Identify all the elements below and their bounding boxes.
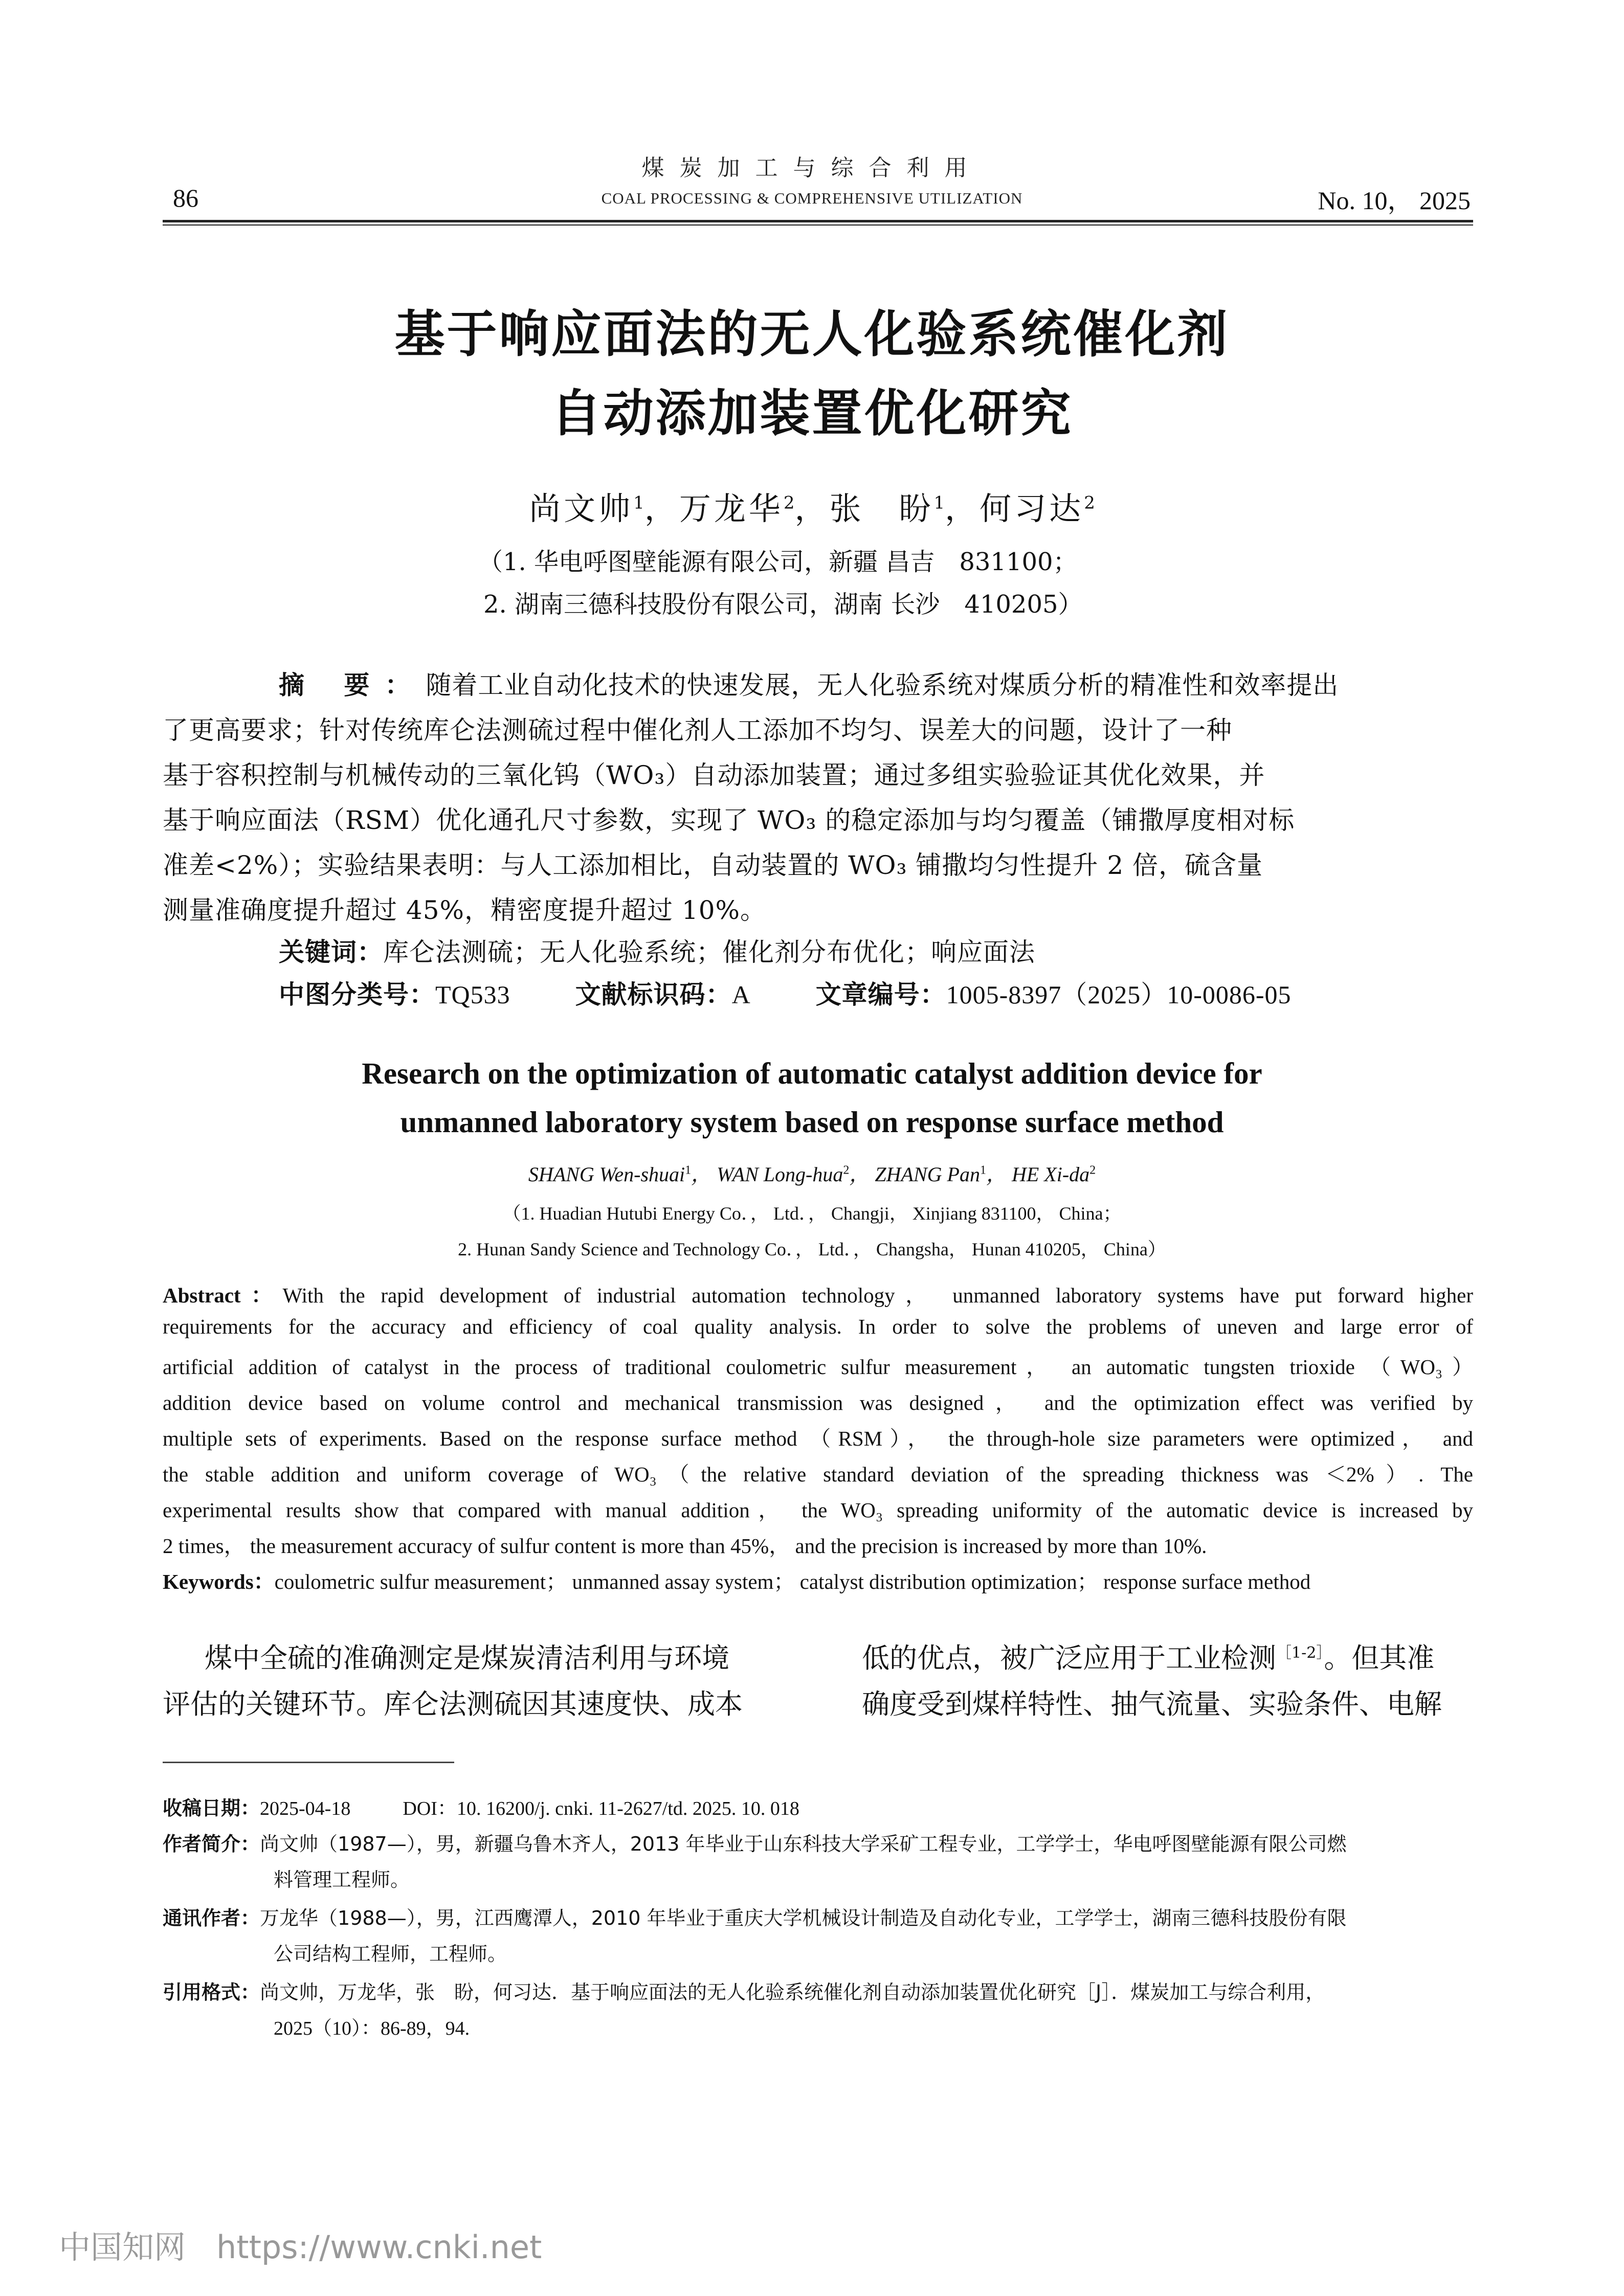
journal-title-cn: 煤炭加工与综合利用 <box>641 155 983 181</box>
author-separator: ， <box>794 490 830 527</box>
classification-line <box>279 974 1589 1011</box>
footnote-author <box>163 1828 1347 1856</box>
author-name: 万龙华 <box>679 490 784 527</box>
abstract-en-label: Abstract： <box>163 1284 283 1307</box>
citation-text: 2025（10）：86-89，94. <box>274 2018 470 2039</box>
received-label: 收稿日期： <box>163 1797 260 1819</box>
abstract-en-line: experimental results show that compared with manual addition， the WO₃ spreading uniformity of the automatic device is increased by <box>163 1498 1473 1522</box>
paper-title-cn-line2: 自动添加装置优化研究 <box>551 385 1073 443</box>
author-intro-text: 料管理工程师。 <box>274 1869 410 1891</box>
corresponding-text: 万龙华（1988—），男，江西鹰潭人，2010 年毕业于重庆大学机械设计制造及自动化专业，工学学士，湖南三德科技股份有限 <box>260 1907 1347 1929</box>
footnote-corresponding <box>163 1902 1347 1930</box>
authors-cn <box>0 483 1624 529</box>
paper-title-en-line1: Research on the optimization of automatic catalyst addition device for <box>362 1056 1262 1090</box>
author-name: 张 盼 <box>829 490 934 527</box>
keywords-cn-text: 库仑法测硫；无人化验系统；催化剂分布优化；响应面法 <box>383 937 1035 967</box>
citation-ref: ［1-2］ <box>1276 1644 1324 1662</box>
author-affil-mark: 1 <box>980 1163 986 1177</box>
corresponding-text: 公司结构工程师，工程师。 <box>274 1943 507 1965</box>
abstract-cn-line: 测量准确度提升超过 45%，精密度提升超过 10%。 <box>163 895 767 925</box>
author-affil-mark: 1 <box>685 1163 692 1177</box>
author-affil-mark: 1 <box>933 492 945 513</box>
header-rule <box>163 220 1473 222</box>
author-separator: ， <box>691 1163 717 1186</box>
footnote-rule <box>163 1762 454 1763</box>
abstract-en-line: requirements for the accuracy and efficiency of coal quality analysis. In order to solve the problems of uneven and large error of <box>163 1315 1473 1338</box>
citation-label: 引用格式： <box>163 1981 260 2004</box>
affiliation-cn-1: （1. 华电呼图壁能源有限公司，新疆 昌吉 831100； <box>478 548 1078 576</box>
author-affil-mark: 2 <box>783 492 795 513</box>
article-number-label: 文章编号： <box>815 980 946 1009</box>
affiliation-en-1: （1. Huadian Hutubi Energy Co．， Ltd．， Changji， Xinjiang 831100， China； <box>502 1203 1122 1224</box>
abstract-en-line: artificial addition of catalyst in the process of traditional coulometric sulfur measurement， an automatic tungsten trioxide （WO₃） <box>163 1355 1473 1379</box>
authors-en <box>0 1158 1624 1187</box>
received-date: 2025-04-18 <box>260 1798 351 1819</box>
paper-title-cn-line1: 基于响应面法的无人化验系统催化剂 <box>394 305 1230 364</box>
keywords-en-text: coulometric sulfur measurement； unmanned assay system； catalyst distribution optimization； response surface method <box>274 1570 1311 1593</box>
abstract-cn-line: 了更高要求；针对传统库仑法测硫过程中催化剂人工添加不均匀、误差大的问题，设计了一种 <box>163 715 1232 745</box>
keywords-cn-label: 关键词： <box>279 937 383 967</box>
author-separator: ， <box>986 1163 1012 1186</box>
article-number-value: 1005-8397（2025）10-0086-05 <box>946 980 1292 1009</box>
citation-text: 尚文帅，万龙华，张 盼，何习达．基于响应面法的无人化验系统催化剂自动添加装置优化研究［J］．煤炭加工与综合利用， <box>260 1981 1325 2004</box>
cnki-watermark <box>59 2222 542 2267</box>
corresponding-label: 通讯作者： <box>163 1907 260 1929</box>
author-name: 何习达 <box>980 490 1084 527</box>
author-name-en: HE Xi-da <box>1011 1163 1090 1186</box>
body-right-text: 低的优点，被广泛应用于工业检测 <box>862 1642 1276 1674</box>
abstract-cn-line: 准差<2%）；实验结果表明：与人工添加相比，自动装置的 WO₃ 铺撒均匀性提升 2 倍，硫含量 <box>163 850 1263 880</box>
abstract-en-text: With the rapid development of industrial automation technology， unmanned laboratory systems have put forward higher <box>282 1284 1473 1307</box>
issue-number: No. 10， 2025 <box>1318 186 1471 215</box>
author-intro-text: 尚文帅（1987—），男，新疆乌鲁木齐人，2013 年毕业于山东科技大学采矿工程专业，工学学士，华电呼图壁能源有限公司燃 <box>260 1833 1347 1855</box>
doc-code-label: 文献标识码： <box>575 980 732 1009</box>
author-affil-mark: 2 <box>1084 492 1095 513</box>
abstract-en-line <box>163 1278 1473 1309</box>
journal-title-en: COAL PROCESSING & COMPREHENSIVE UTILIZATION <box>601 189 1023 207</box>
abstract-en-line: 2 times， the measurement accuracy of sulfur content is more than 45%， and the precision is increased by more than 10%. <box>163 1534 1207 1558</box>
header-rule-thin <box>163 224 1473 226</box>
abstract-en-line: addition device based on volume control and mechanical transmission was designed， and the optimization effect was verified by <box>163 1391 1473 1414</box>
body-right-line: 确度受到煤样特性、抽气流量、实验条件、电解 <box>862 1688 1442 1720</box>
abstract-en-line: the stable addition and uniform coverage of WO₃（the relative standard deviation of the spreading thickness was ＜2%）. The <box>163 1462 1473 1486</box>
body-right-text: 。但其准 <box>1324 1642 1435 1674</box>
author-name-en: WAN Long-hua <box>717 1163 843 1186</box>
footnote-citation <box>163 1976 1325 2005</box>
author-name-en: ZHANG Pan <box>875 1163 980 1186</box>
paper-title-en-line2: unmanned laboratory system based on response surface method <box>400 1105 1224 1139</box>
keywords-cn <box>279 932 1589 969</box>
abstract-cn-line: 基于容积控制与机械传动的三氧化钨（WO₃）自动添加装置；通过多组实验验证其优化效果，并 <box>163 760 1265 790</box>
abstract-cn-label: 摘 要： <box>279 670 426 700</box>
body-right-line <box>862 1636 1434 1676</box>
author-separator: ， <box>945 490 980 527</box>
author-separator: ， <box>849 1163 875 1186</box>
watermark-url[interactable]: https://www.cnki.net <box>216 2229 542 2266</box>
clc-value: TQ533 <box>435 980 510 1009</box>
author-name: 尚文帅 <box>529 490 634 527</box>
author-separator: ， <box>644 490 679 527</box>
author-intro-label: 作者简介： <box>163 1833 260 1855</box>
abstract-cn-line: 基于响应面法（RSM）优化通孔尺寸参数，实现了 WO₃ 的稳定添加与均匀覆盖（铺撒厚度相对标 <box>163 805 1295 835</box>
clc-label: 中图分类号： <box>279 980 435 1009</box>
page-number: 86 <box>173 184 198 212</box>
author-name-en: SHANG Wen-shuai <box>528 1163 685 1186</box>
doc-code-value: A <box>731 980 751 1009</box>
affiliation-cn-2: 2. 湖南三德科技股份有限公司，湖南 长沙 410205） <box>483 590 1083 619</box>
abstract-cn-line <box>279 665 1473 702</box>
watermark-site: 中国知网 <box>59 2229 186 2266</box>
author-affil-mark: 1 <box>633 492 644 513</box>
body-left-line: 评估的关键环节。库仑法测硫因其速度快、成本 <box>163 1688 743 1720</box>
abstract-cn-text: 随着工业自动化技术的快速发展，无人化验系统对煤质分析的精准性和效率提出 <box>426 670 1339 700</box>
affiliation-en-2: 2. Hunan Sandy Science and Technology Co．， Ltd．， Changsha， Hunan 410205， China） <box>458 1239 1166 1259</box>
abstract-en-line: multiple sets of experiments. Based on the response surface method （RSM）， the through-hole size parameters were optimized， and <box>163 1427 1473 1450</box>
keywords-en <box>163 1565 1473 1595</box>
doi: DOI：10. 16200/j. cnki. 11-2627/td. 2025. 10. 018 <box>403 1798 799 1819</box>
author-affil-mark: 2 <box>1089 1163 1096 1177</box>
keywords-en-label: Keywords： <box>163 1570 275 1593</box>
author-affil-mark: 2 <box>843 1163 850 1177</box>
body-left-line: 煤中全硫的准确测定是煤炭清洁利用与环境 <box>205 1642 729 1674</box>
footnote-received <box>163 1792 799 1820</box>
